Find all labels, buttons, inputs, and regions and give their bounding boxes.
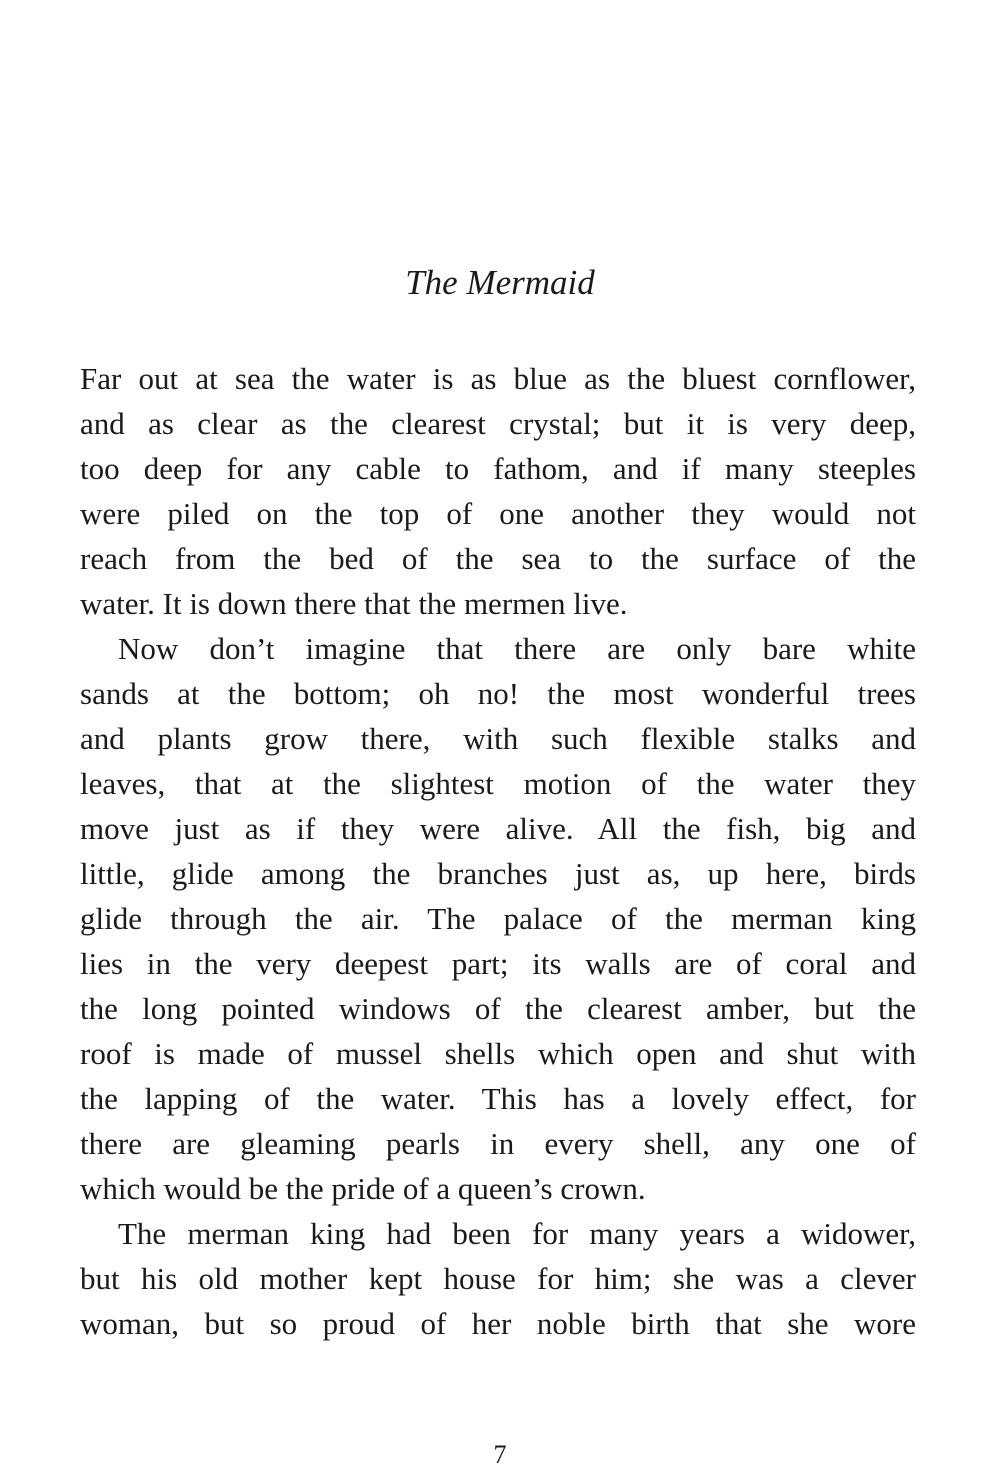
- text-line: reach from the bed of the sea to the surface of the: [80, 541, 916, 576]
- text-line: there are gleaming pearls in every shell, any one of: [80, 1126, 916, 1161]
- chapter-title: The Mermaid: [405, 263, 595, 302]
- text-line: Now don’t imagine that there are only bare white: [118, 631, 916, 666]
- text-line: but his old mother kept house for him; she was a clever: [80, 1261, 916, 1296]
- text-line: lies in the very deepest part; its walls are of coral and: [80, 946, 916, 981]
- text-line: the lapping of the water. This has a lovely effect, for: [80, 1081, 916, 1116]
- text-line: woman, but so proud of her noble birth that she wore: [80, 1306, 916, 1341]
- text-line: water. It is down there that the mermen live.: [80, 586, 628, 621]
- text-line: were piled on the top of one another they would not: [80, 496, 916, 531]
- text-line: which would be the pride of a queen’s crown.: [80, 1171, 646, 1206]
- paragraph-2: [80, 626, 916, 1211]
- text-line: and plants grow there, with such flexible stalks and: [80, 721, 916, 756]
- text-line: roof is made of mussel shells which open and shut with: [80, 1036, 916, 1071]
- text-line: and as clear as the clearest crystal; but it is very deep,: [80, 406, 916, 441]
- text-line: little, glide among the branches just as, up here, birds: [80, 856, 916, 891]
- text-line: The merman king had been for many years a widower,: [118, 1216, 916, 1251]
- paragraph-3: [80, 1211, 916, 1346]
- text-line: move just as if they were alive. All the fish, big and: [80, 811, 916, 846]
- text-line: Far out at sea the water is as blue as the bluest cornflower,: [80, 361, 916, 396]
- page-number: 7: [493, 1440, 507, 1469]
- text-line: the long pointed windows of the clearest amber, but the: [80, 991, 916, 1026]
- body-text: [80, 356, 916, 1346]
- text-line: too deep for any cable to fathom, and if many steeples: [80, 451, 916, 486]
- paragraph-1: [80, 356, 916, 626]
- text-line: sands at the bottom; oh no! the most wonderful trees: [80, 676, 916, 711]
- text-line: leaves, that at the slightest motion of the water they: [80, 766, 916, 801]
- text-line: glide through the air. The palace of the merman king: [80, 901, 916, 936]
